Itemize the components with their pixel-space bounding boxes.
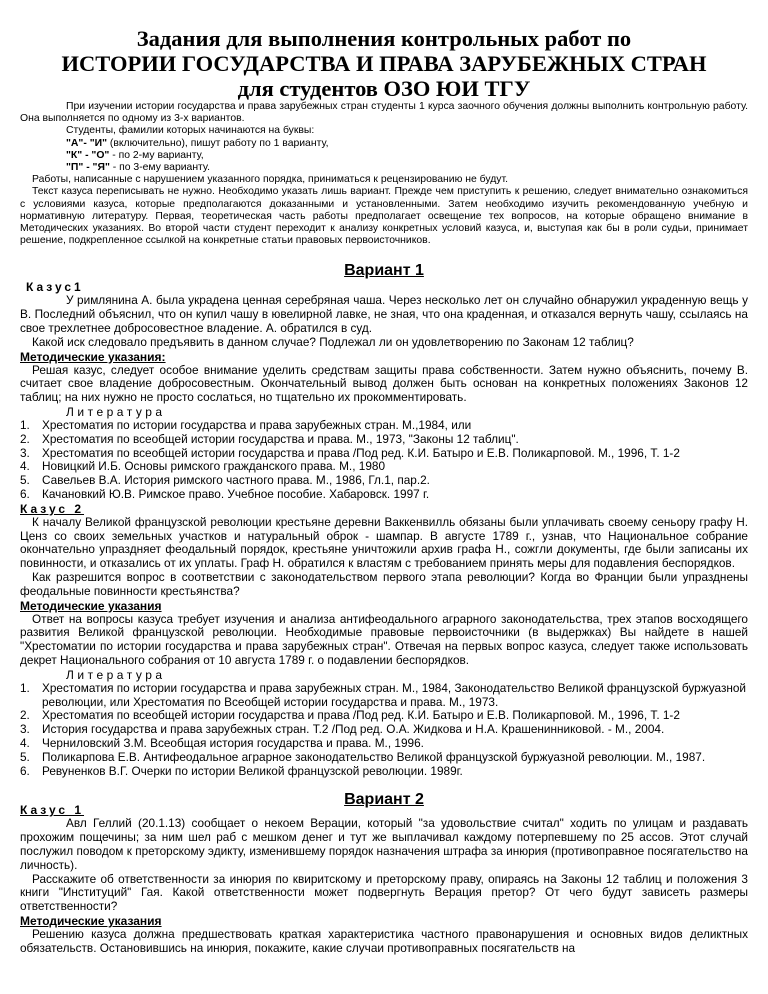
reference-number: 1. bbox=[20, 680, 30, 695]
reference-number: 6. bbox=[20, 487, 30, 501]
reference-item bbox=[20, 474, 748, 488]
rule-text-3: - по 3-ему варианту. bbox=[109, 162, 210, 174]
variant-1-case-2-guidelines-text: Ответ на вопросы казуса требует изучения и анализа антифеодального аграрного законодательства, трех этапов восходящего развития Великой французской революции. Необходимые правовые первоисточники (в выдержках) Вы найдете в нашей "Хрестоматии по истории государства и права зарубежных стран". Отвечая на первых вопрос казуса, следует также использовать декрет Национального собрания от 10 августа 1789 г. о подавлении беспорядков. bbox=[20, 611, 748, 667]
reference-item bbox=[20, 723, 748, 737]
variant-1-case-1-text: У римлянина А. была украдена ценная серебряная чаша. Через несколько лет он случайно обнаружил украденную вещь у В. Последний объяснил, что он купил чашу в ювелирной лавке, не зная, что она краденная, и отказался вернуть чашу, ссылаясь на свое трехлетнее добросовестное владение. А. обратился в суд. bbox=[20, 293, 748, 336]
reference-item bbox=[20, 488, 748, 502]
reference-text: Хрестоматия по истории государства и права зарубежных стран. М.,1984, или bbox=[42, 418, 472, 433]
document-page bbox=[20, 0, 748, 956]
variant-1-case-2-question: Как разрешится вопрос в соответствии с законодательством первого этапа революции? Когда во Франции были упразднены феодальные повинности крестьянства? bbox=[20, 569, 748, 598]
reference-number: 6. bbox=[20, 763, 30, 778]
rule-line-3 bbox=[20, 162, 748, 174]
reference-item bbox=[20, 765, 748, 779]
reference-number: 4. bbox=[20, 459, 30, 474]
variant-2-heading: Вариант 2 bbox=[344, 791, 424, 809]
reference-item bbox=[20, 682, 748, 710]
rule-line-2 bbox=[20, 150, 748, 162]
intro-paragraph-3: Работы, написанные с нарушением указанного порядка, приниматься к рецензированию не будут. bbox=[32, 174, 508, 186]
intro-paragraph-1: При изучении истории государства и права зарубежных стран студенты 1 курса заочного обучения должны выполнить контрольную работу. Она выполняется по одному из 3-х вариантов. bbox=[20, 101, 748, 125]
variant-2-case-1-label: Казус 1 bbox=[20, 803, 85, 818]
variant-1-case-1-guidelines-text: Решая казус, следует особое внимание уделить средствам защиты права собственности. Затем нужно объяснить, почему В. считает свое владение добросовестным. Окончательный вывод должен быть основан на конкретных положениях Законов 12 таблиц; на них нужно не просто сослаться, но тщательно их прокомментировать. bbox=[20, 362, 748, 405]
rule-text-1: (включительно), пишут работу по 1 варианту, bbox=[107, 137, 329, 149]
variant-2-case-1-text: Авл Геллий (20.1.13) сообщает о некоем Верации, который "за удовольствие считал" ходить по улицам и раздавать прохожим пощечины; за ним шел раб с мешком денег и тут же выплачивал каждому потерпевшему по 25 ассов. Этот случай послужил поводом к преторскому эдикту, изменившему порядок назначения штрафа за инюрия (противоправное посягательство на личность). bbox=[20, 816, 748, 872]
reference-item bbox=[20, 447, 748, 461]
reference-text: Новицкий И.Б. Основы римского гражданского права. М., 1980 bbox=[42, 459, 386, 474]
reference-number: 2. bbox=[20, 708, 30, 723]
variant-1-case-1-literature-label: Литература bbox=[66, 405, 166, 420]
reference-item bbox=[20, 433, 748, 447]
reference-number: 1. bbox=[20, 418, 30, 433]
rule-text-2: - по 2-му варианту, bbox=[109, 149, 204, 161]
variant-1-case-2-references bbox=[20, 682, 748, 779]
variant-1-heading: Вариант 1 bbox=[344, 262, 424, 280]
variant-1-case-2-label: Казус 2 bbox=[20, 501, 85, 516]
title-line-2: ИСТОРИИ ГОСУДАРСТВА И ПРАВА ЗАРУБЕЖНЫХ СТРАН bbox=[61, 51, 707, 76]
reference-text: Черниловский З.М. Всеобщая история государства и права. М., 1996. bbox=[42, 735, 424, 750]
reference-item bbox=[20, 709, 748, 723]
intro-paragraph-4: Текст казуса переписывать не нужно. Необходимо указать лишь вариант. Прежде чем приступить к решению, следует внимательно ознакомиться с условиями казуса, которые предполагаются доказанными и установленными. Затем необходимо изучить рекомендованную учебную и нормативную литературу. Первая, теоретическая часть работы предполагает освещение тех вопросов, на которые обращено внимание в Методических указаниях. Во второй части студент переходит к анализу конкретных условий казуса, и, выступая как бы в роли судьи, принимает решение, подкрепленное ссылкой на конкретные статьи правовых первоисточников. bbox=[20, 186, 748, 247]
variant-1-case-1-label: Казус1 bbox=[26, 280, 84, 295]
reference-text: Поликарпова Е.В. Антифеодальное аграрное законодательство Великой французской буржуазной революции. М., 1987. bbox=[42, 749, 706, 764]
reference-text: История государства и права зарубежных стран. Т.2 /Под ред. О.А. Жидкова и Н.А. Крашенинниковой. - М., 2004. bbox=[42, 722, 665, 737]
title-line-3: для студентов ОЗО ЮИ ТГУ bbox=[237, 76, 531, 101]
variant-2-case-1-question: Расскажите об ответственности за инюрия по квиритскому и преторскому праву, опираясь на Законы 12 таблиц и положения 3 книги "Институций" Гая. Какой ответственности может подвергнуть Верация претор? От чего будут зависеть размеры ответственности? bbox=[20, 871, 748, 914]
variant-1-case-1-references bbox=[20, 419, 748, 502]
rule-line-1 bbox=[20, 138, 748, 150]
variant-1-case-1-question: Какой иск следовало предъявить в данном случае? Подлежал ли он удовлетворению по Законам 12 таблиц? bbox=[32, 334, 634, 349]
reference-text: Ревуненков В.Г. Очерки по истории Великой французской революции. 1989г. bbox=[42, 763, 463, 778]
document-title bbox=[20, 26, 748, 101]
variant-1-case-2-literature-label: Литература bbox=[66, 667, 166, 682]
variant-1-case-2-guidelines-label: Методические указания bbox=[20, 598, 162, 613]
reference-number: 5. bbox=[20, 749, 30, 764]
reference-item bbox=[20, 419, 748, 433]
variant-2-case-1-guidelines-text: Решению казуса должна предшествовать краткая характеристика частного правонарушения и основных видов деликтных обязательств. Остановившись на инюрия, покажите, какие случаи противоправных посягательств на bbox=[20, 926, 748, 955]
variant-2-case-1-guidelines-label: Методические указания bbox=[20, 913, 162, 928]
rule-letters-2: "К" - "О" bbox=[66, 149, 110, 161]
reference-text: Хрестоматия по всеобщей истории государства и права. М., 1973, "Законы 12 таблиц". bbox=[42, 431, 519, 446]
reference-number: 3. bbox=[20, 445, 30, 460]
reference-number: 3. bbox=[20, 722, 30, 737]
reference-text: Савельев В.А. История римского частного права. М., 1986, Гл.1, пар.2. bbox=[42, 473, 430, 488]
reference-item bbox=[20, 737, 748, 751]
reference-text: Хрестоматия по всеобщей истории государства и права /Под ред. К.И. Батыро и Е.В. Поликарповой. М., 1996, Т. 1-2 bbox=[42, 445, 680, 460]
reference-text: Качановкий Ю.В. Римское право. Учебное пособие. Хабаровск. 1997 г. bbox=[42, 487, 430, 501]
reference-item bbox=[20, 460, 748, 474]
reference-number: 4. bbox=[20, 735, 30, 750]
rule-letters-3: "П" - "Я" bbox=[66, 162, 110, 174]
rule-letters-1: "А"- "И" bbox=[66, 137, 108, 149]
variant-1-case-1-guidelines-label: Методические указания: bbox=[20, 349, 166, 364]
reference-text: Хрестоматия по истории государства и права зарубежных стран. М., 1984, Законодательство Великой французской буржуазной революции, или Хрестоматия по Всеобщей истории государства и права. М., 1973. bbox=[42, 680, 747, 709]
variant-1-case-2-text: К началу Великой французской революции крестьяне деревни Ваккенвилль обязаны были уплачивать своему сеньору графу Н. Ценз со своих земельных участков и натуральный оброк - шампар. В августе 1789 г., узнав, что Национальное собрание окончательно упраздняет феодальный порядок, крестьяне уничтожили архив графа Н., сожгли документы, где были записаны их повинности, и отказались от их уплаты. Граф Н. обратился к властям с требованием принять меры для подавления беспорядков. bbox=[20, 514, 748, 571]
reference-text: Хрестоматия по всеобщей истории государства и права /Под ред. К.И. Батыро и Е.В. Поликарповой. М., 1996, Т. 1-2 bbox=[42, 708, 680, 723]
title-line-1: Задания для выполнения контрольных работ по bbox=[136, 26, 632, 51]
reference-number: 5. bbox=[20, 473, 30, 488]
reference-number: 2. bbox=[20, 431, 30, 446]
reference-item bbox=[20, 751, 748, 765]
intro-paragraph-2: Студенты, фамилии которых начинаются на буквы: bbox=[66, 125, 315, 137]
